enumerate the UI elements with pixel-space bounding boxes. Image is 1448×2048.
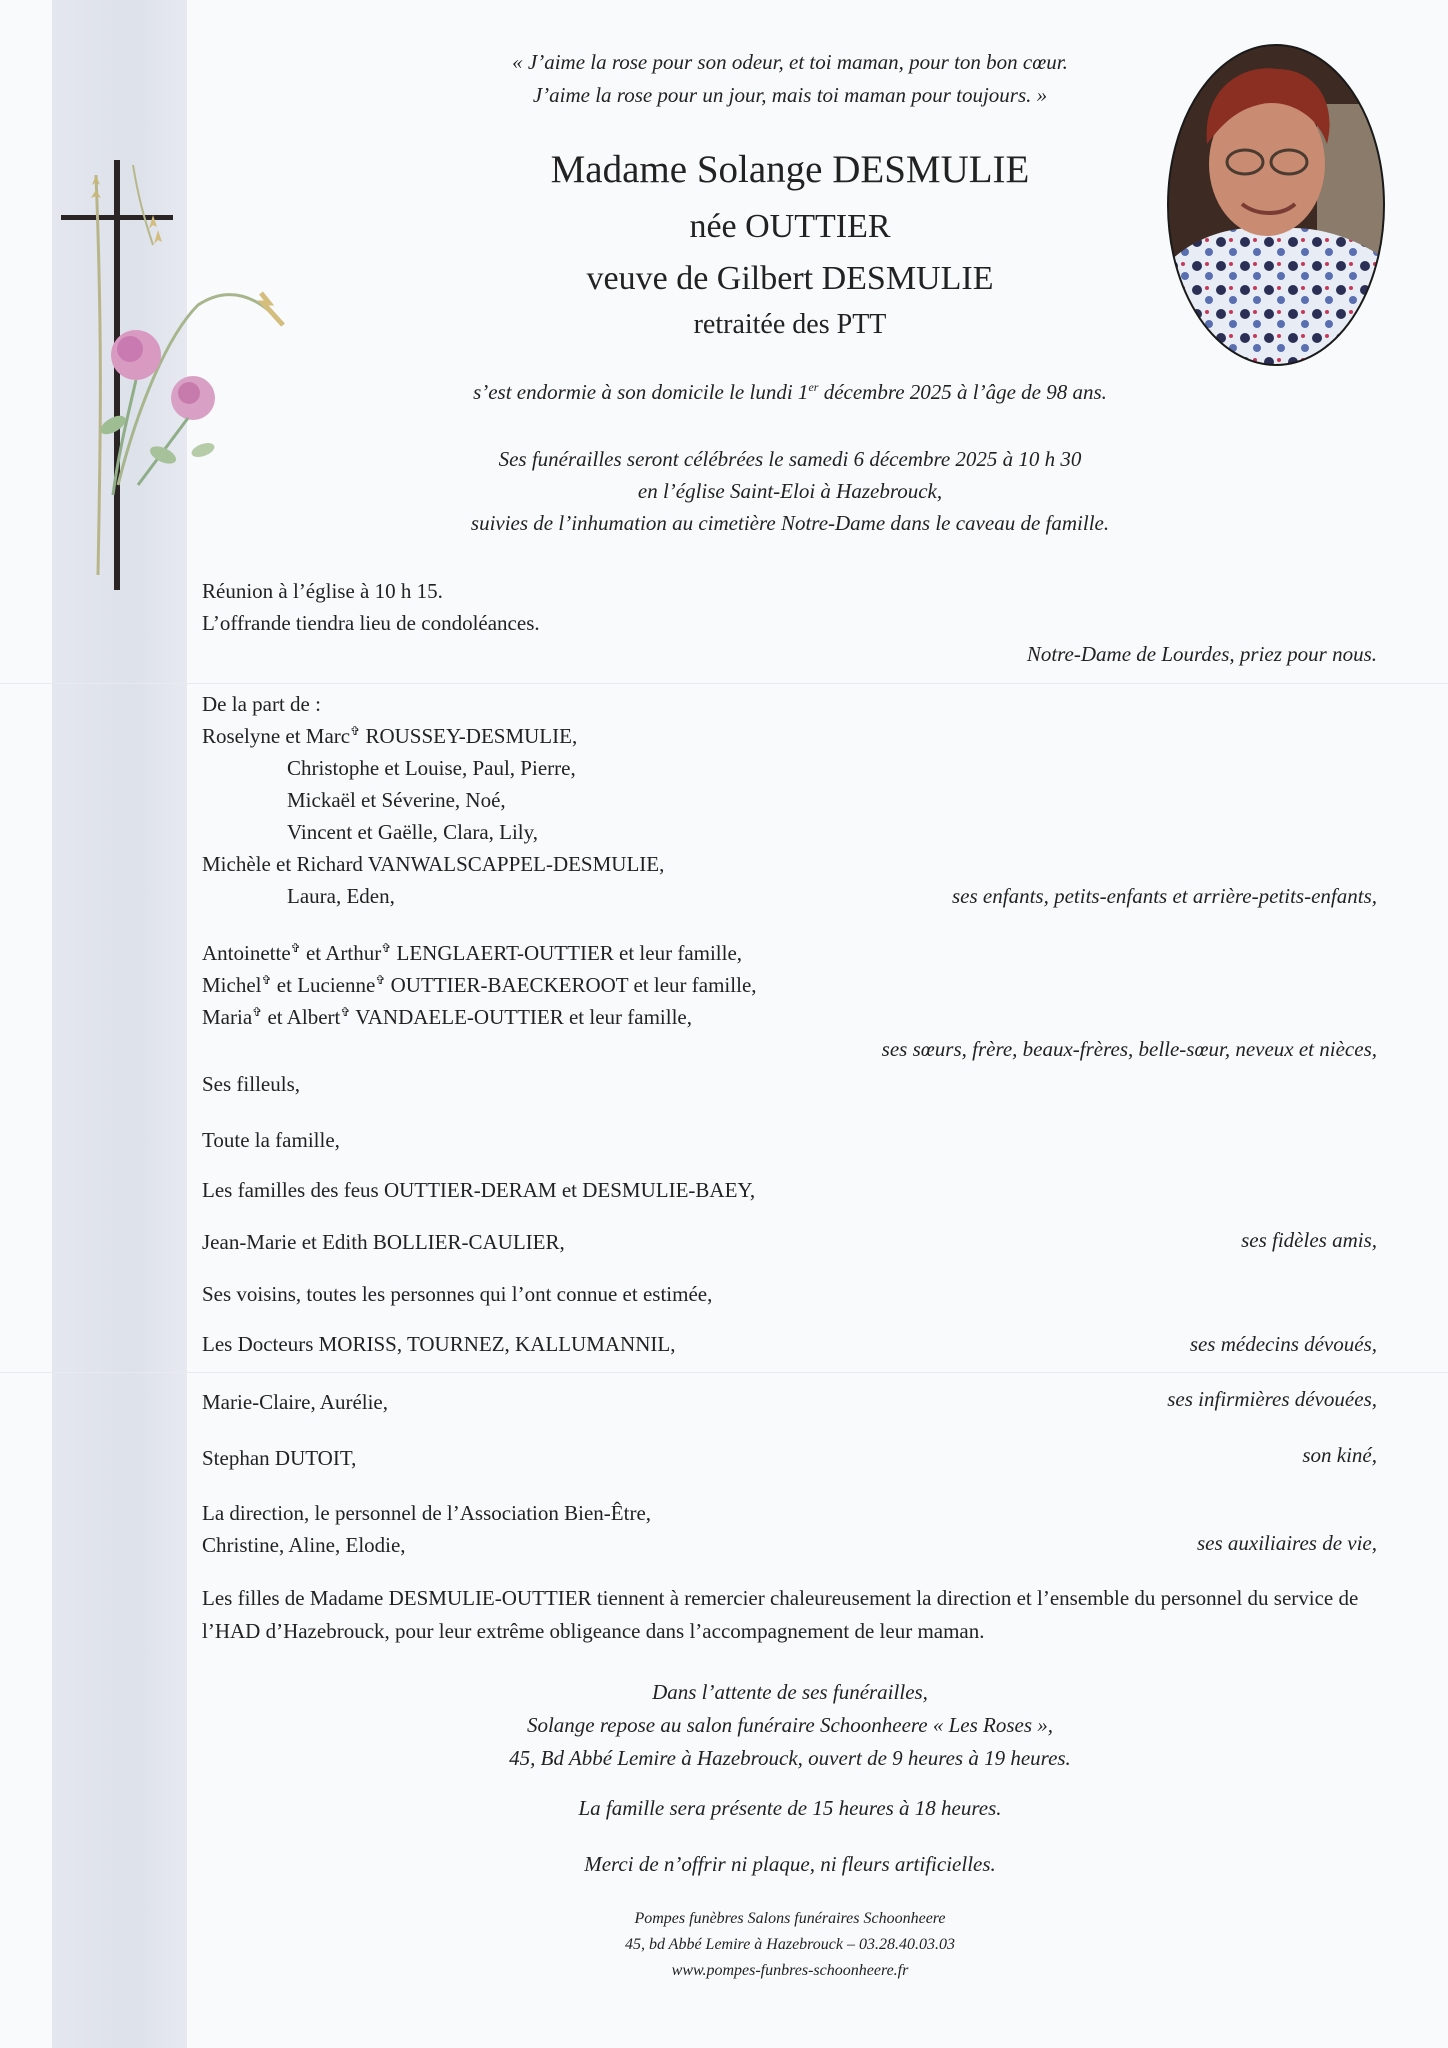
ordinal-suffix: er [808,380,819,394]
deceased-cross-icon: ✞ [252,1005,263,1019]
family-line: Roselyne et Marc✞ ROUSSEY-DESMULIE, [202,724,578,748]
funeral-line: en l’église Saint-Eloi à Hazebrouck, [637,479,943,503]
family-line: Antoinette✞ et Arthur✞ LENGLAERT-OUTTIER et leur famille, [202,941,743,965]
widow-of: veuve de Gilbert DESMULIE [586,260,994,297]
footer-website: www.pompes-funbres-schoonheere.fr [671,1962,909,1979]
physio-name: Stephan DUTOIT, [202,1446,357,1470]
neighbours: Ses voisins, toutes les personnes qui l’ont connue et estimée, [202,1282,713,1306]
deceased-cross-icon: ✞ [350,724,361,738]
no-flowers-note: Merci de n’offrir ni plaque, ni fleurs artificielles. [584,1852,996,1876]
family-line: La direction, le personnel de l’Association Bien-Être, [202,1501,652,1525]
funeral-line: suivies de l’inhumation au cimetière Notre-Dame dans le caveau de famille. [470,511,1110,535]
family-line: Christine, Aline, Elodie, [202,1533,406,1557]
maiden-name: née OUTTIER [689,208,891,245]
footer-line: 45, bd Abbé Lemire à Hazebrouck – 03.28.40.03.03 [624,1936,956,1953]
children-block [202,720,664,912]
relation-label: ses auxiliaires de vie, [1196,1531,1377,1555]
prayer: Notre-Dame de Lourdes, priez pour nous. [1026,642,1377,666]
family-line: Vincent et Gaëlle, Clara, Lily, [287,820,539,844]
friends-names: Jean-Marie et Edith BOLLIER-CAULIER, [202,1230,565,1254]
resting-line: Dans l’attente de ses funérailles, [652,1680,928,1704]
resting-info [360,1676,1220,1775]
relation-label: ses infirmières dévouées, [1167,1387,1377,1411]
meeting-line: Réunion à l’église à 10 h 15. [202,579,443,603]
family-line: Christophe et Louise, Paul, Pierre, [287,756,576,780]
whole-family: Toute la famille, [202,1128,340,1152]
families: Les familles des feus OUTTIER-DERAM et DESMULIE-BAEY, [202,1178,756,1202]
deceased-cross-icon: ✞ [290,941,301,955]
epigraph-line: J’aime la rose pour un jour, mais toi maman pour toujours. » [532,83,1048,107]
relation-label: son kiné, [1302,1443,1377,1467]
occupation: retraitée des PTT [693,309,887,340]
footer-line: Pompes funèbres Salons funéraires Schoonheere [634,1910,946,1927]
thanks-paragraph: Les filles de Madame DESMULIE-OUTTIER tiennent à remercier chaleureusement la direction et l’ensemble du personnel du service de l’HAD d’Hazebrouck, pour leur extrême obligeance dans l’accompagnement de leur maman. [202,1586,1359,1643]
meeting-info [202,575,540,639]
nurses-names: Marie-Claire, Aurélie, [202,1390,389,1414]
resting-line: 45, Bd Abbé Lemire à Hazebrouck, ouvert de 9 heures à 19 heures. [509,1746,1071,1770]
epigraph [360,46,1220,112]
funeral-details [360,443,1220,539]
family-line: Michel✞ et Lucienne✞ OUTTIER-BAECKEROOT et leur famille, [202,973,757,997]
relation-label: ses sœurs, frère, beaux-frères, belle-sœur, neveux et nièces, [881,1037,1377,1061]
funeral-line: Ses funérailles seront célébrées le samedi 6 décembre 2025 à 10 h 30 [498,447,1082,471]
deceased-cross-icon: ✞ [375,973,386,987]
deceased-cross-icon: ✞ [340,1005,351,1019]
death-notice [360,376,1220,408]
deceased-cross-icon: ✞ [381,941,392,955]
family-line: Maria✞ et Albert✞ VANDAELE-OUTTIER et leur famille, [202,1005,692,1029]
deceased-name: Madame Solange DESMULIE [550,148,1030,191]
relation-label: ses fidèles amis, [1241,1228,1377,1252]
fold-line [0,683,1448,684]
relation-label: ses médecins dévoués, [1189,1332,1377,1356]
death-notice-text: décembre 2025 à l’âge de 98 ans. [818,380,1107,404]
carers-names [202,1497,651,1561]
death-notice-text: s’est endormie à son domicile le lundi 1 [473,380,809,404]
meeting-line: L’offrande tiendra lieu de condoléances. [202,611,540,635]
resting-line: Solange repose au salon funéraire Schoonheere « Les Roses », [526,1713,1054,1737]
godchildren: Ses filleuls, [202,1072,300,1096]
funeral-home-footer [360,1906,1220,1984]
family-line: Laura, Eden, [287,884,395,908]
family-presence: La famille sera présente de 15 heures à 18 heures. [578,1796,1002,1820]
from-label: De la part de : [202,692,321,716]
siblings-block [202,937,757,1033]
relation-label: ses enfants, petits-enfants et arrière-petits-enfants, [952,884,1377,908]
family-line: Mickaël et Séverine, Noé, [287,788,506,812]
fold-line [0,1372,1448,1373]
deceased-cross-icon: ✞ [261,973,272,987]
doctors-names: Les Docteurs MORISS, TOURNEZ, KALLUMANNIL, [202,1332,676,1356]
family-line: Michèle et Richard VANWALSCAPPEL-DESMULIE, [202,852,665,876]
epigraph-line: « J’aime la rose pour son odeur, et toi maman, pour ton bon cœur. [512,50,1068,74]
cross-with-roses-illustration [58,155,298,595]
